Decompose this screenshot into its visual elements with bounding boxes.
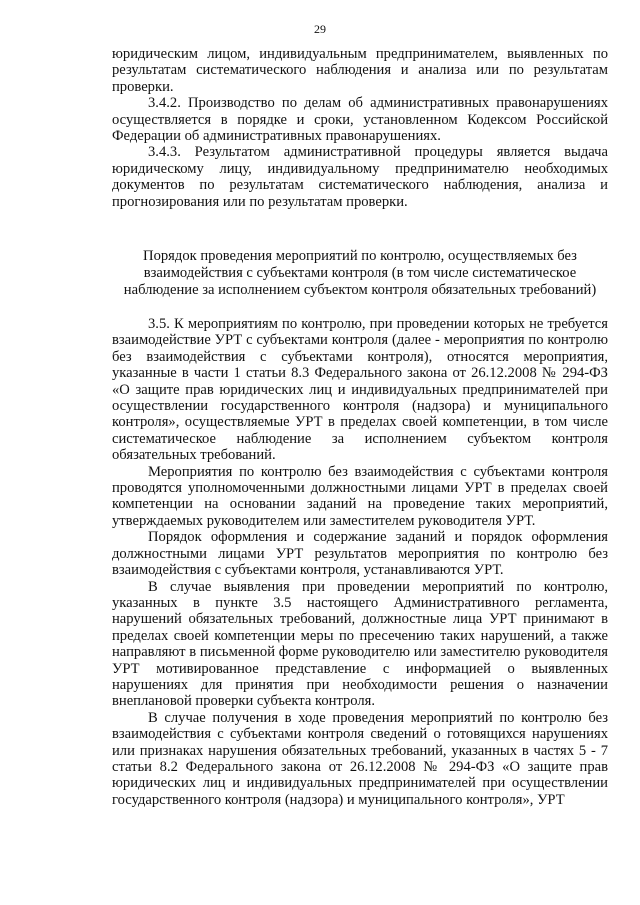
paragraph-violations-detected: В случае выявления при проведении мероприятий по контролю, указанных в пункте 3.5 настоящего Административного регламента, нарушений обязательных требований, должностные лица УРТ принимают в пределах своей компетенции меры по пресечению таких нарушений, а также направляют в письменной форме руководителю или заместителю руководителя УРТ мотивированное представление с информацией о выявленных нарушениях для принятия при необходимости решения о назначении внеплановой проверки субъекта контроля. — [112, 578, 608, 710]
section-heading: Порядок проведения мероприятий по контролю, осуществляемых без взаимодействия с субъектами контроля (в том числе систематическое наблюдение за исполнением субъектом контроля обязательных требований) — [123, 248, 597, 298]
paragraph-information-received: В случае получения в ходе проведения мероприятий по контролю без взаимодействия с субъектами контроля сведений о готовящихся нарушениях или признаках нарушения обязательных требований, указанных в частях 5 - 7 статьи 8.2 Федерального закона от 26.12.2008 № 294-ФЗ «О защите прав юридических лиц и индивидуальных предпринимателей при осуществлении государственного контроля (надзора) и муниципального контроля», УРТ — [112, 709, 608, 808]
page-number: 29 — [314, 22, 326, 36]
paragraph-3-5: 3.5. К мероприятиям по контролю, при проведении которых не требуется взаимодействие УРТ с субъектами контроля (далее - мероприятия по контролю без взаимодействия с субъектами контроля), относятся мероприятия, указанные в части 1 статьи 8.3 Федерального закона от 26.12.2008 № 294-ФЗ «О защите прав юридических лиц и индивидуальных предпринимателей при осуществлении государственного контроля (надзора) и муниципального контроля», осуществляемые УРТ в пределах своей компетенции, в том числе систематическое наблюдение за исполнением субъектом контроля обязательных требований. — [112, 316, 608, 464]
paragraph-continuation: юридическим лицом, индивидуальным предпринимателем, выявленных по результатам систематического наблюдения и анализа или по результатам проверки. — [112, 46, 608, 95]
section-3-5-text — [112, 316, 608, 808]
paragraph-3-4-3: 3.4.3. Результатом административной процедуры является выдача юридическому лицу, индивидуальному предпринимателю необходимых документов по результатам систематического наблюдения, анализа и прогнозирования или по результатам проверки. — [112, 144, 608, 210]
paragraph-task-procedure: Порядок оформления и содержание заданий и порядок оформления должностными лицами УРТ результатов мероприятия по контролю без взаимодействия с субъектами контроля, устанавливаются УРТ. — [112, 529, 608, 579]
paragraph-3-4-2: 3.4.2. Производство по делам об административных правонарушениях осуществляется в порядке и сроки, установленном Кодексом Российской Федерации об административных правонарушениях. — [112, 95, 608, 145]
section-3-4-text — [112, 46, 608, 210]
paragraph-control-measures: Мероприятия по контролю без взаимодействия с субъектами контроля проводятся уполномоченными должностными лицами УРТ в пределах своей компетенции на основании заданий на проведение таких мероприятий, утверждаемых руководителем или заместителем руководителя УРТ. — [112, 463, 608, 529]
